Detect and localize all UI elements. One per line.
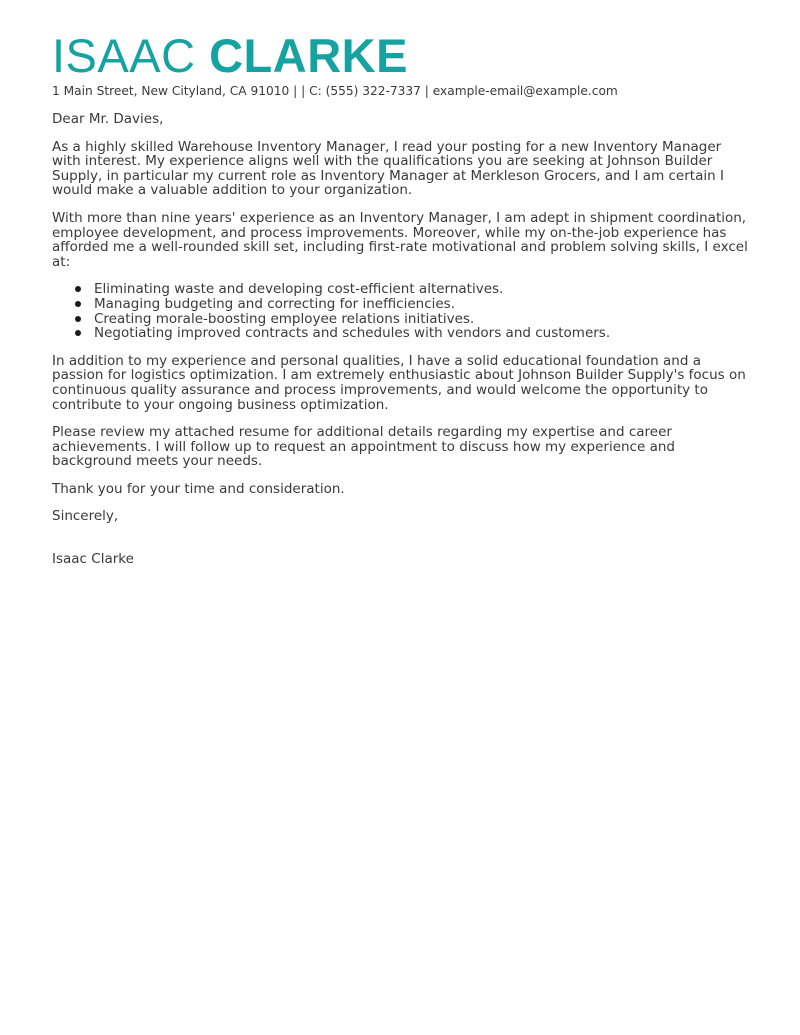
last-name: CLARKE — [209, 29, 408, 82]
bullet-icon — [75, 286, 81, 292]
applicant-name — [52, 30, 752, 82]
cover-letter — [52, 30, 752, 567]
list-item-text: Negotiating improved contracts and schedules with vendors and customers. — [94, 325, 611, 342]
bullet-icon — [75, 316, 81, 322]
paragraph-followup: Please review my attached resume for additional details regarding my expertise and career achievements. I will follow up to request an appointment to discuss how my experience and background meets your needs. — [52, 424, 675, 470]
letter-body — [52, 112, 752, 567]
paragraph-intro: As a highly skilled Warehouse Inventory Manager, I read your posting for a new Inventory Manager with interest. My experience aligns well with the qualifications you are seeking at Johnson Builder Supply, in particular my current role as Inventory Manager at Merkleson Grocers, and I am certain I would make a valuable addition to your organization. — [52, 138, 724, 199]
list-item-text: Managing budgeting and correcting for inefficiencies. — [94, 295, 455, 312]
signature-name: Isaac Clarke — [52, 551, 134, 568]
closing-line: Thank you for your time and consideration. — [52, 480, 345, 497]
contact-line: 1 Main Street, New Cityland, CA 91010 | | C: (555) 322-7337 | example-email@example.com — [52, 84, 618, 98]
skills-list — [52, 282, 752, 340]
list-item — [75, 282, 752, 297]
list-item — [75, 312, 752, 327]
list-item-text: Eliminating waste and developing cost-efficient alternatives. — [94, 281, 504, 298]
bullet-icon — [75, 330, 81, 336]
paragraph-experience: With more than nine years' experience as an Inventory Manager, I am adept in shipment coordination, employee development, and process improvements. Moreover, while my on-the-job experience has afforded me a well-rounded skill set, including first-rate motivational and problem solving skills, I excel at: — [52, 209, 748, 270]
salutation: Dear Mr. Davies, — [52, 111, 164, 127]
list-item-text: Creating morale-boosting employee relations initiatives. — [94, 310, 475, 327]
list-item — [75, 297, 752, 312]
list-item — [75, 326, 752, 341]
first-name: ISAAC — [52, 29, 196, 82]
paragraph-education: In addition to my experience and personal qualities, I have a solid educational foundation and a passion for logistics optimization. I am extremely enthusiastic about Johnson Builder Supply's focus on continuous quality assurance and process improvements, and would welcome the opportunity to contribute to your ongoing business optimization. — [52, 352, 746, 413]
signoff: Sincerely, — [52, 508, 119, 525]
bullet-icon — [75, 301, 81, 307]
